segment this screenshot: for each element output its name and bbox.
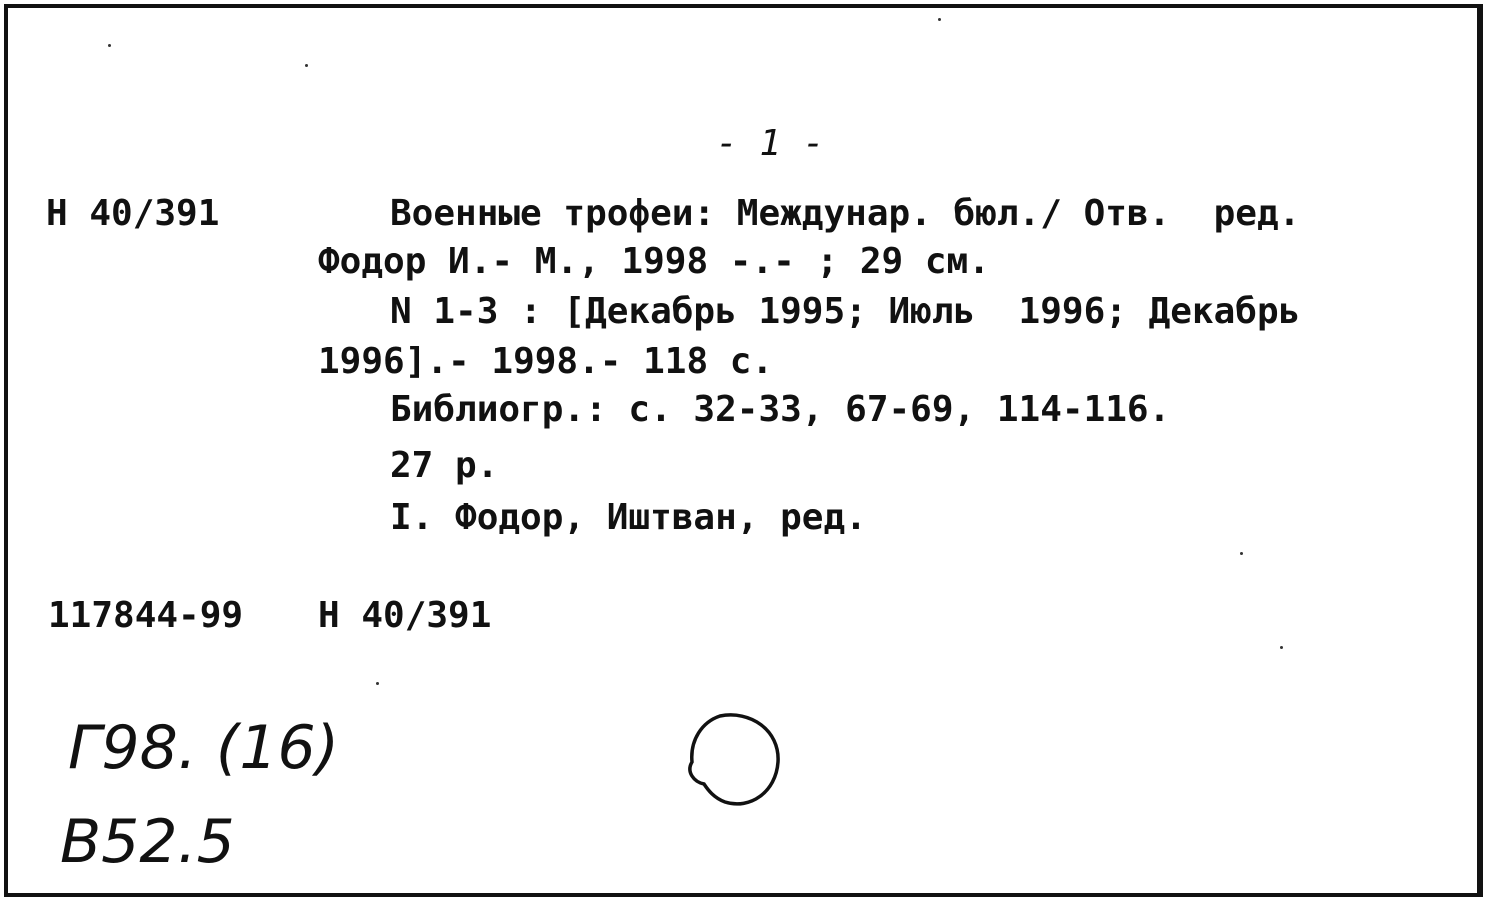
speck [1280,646,1283,649]
issues-line-continued: 1996].- 1998.- 118 с. [318,341,774,382]
title-line: Военные трофеи: Междунар. бюл./ Отв. ред. [390,193,1301,234]
speck [938,18,941,21]
handwritten-class-2: В52.5 [60,807,235,877]
shelf-mark: Н 40/391 [318,595,492,636]
page-marker: - 1 - [716,123,825,164]
publication-line: Фодор И.- М., 1998 -.- ; 29 см. [318,241,990,282]
issues-line: N 1-3 : [Декабрь 1995; Июль 1996; Декабрь [390,291,1301,332]
speck [108,44,111,47]
inventory-number: 117844-99 [48,595,244,636]
speck [305,64,308,67]
handwritten-circle-mark [680,710,790,810]
handwritten-class-1: Г98. (16) [68,713,340,783]
speck [376,682,379,685]
speck [1240,552,1243,555]
call-number: Н 40/391 [46,193,220,234]
price-line: 27 р. [390,445,499,486]
bibliography-line: Библиогр.: с. 32-33, 67-69, 114-116. [390,389,1171,430]
editor-line: I. Фодор, Иштван, ред. [390,497,867,538]
